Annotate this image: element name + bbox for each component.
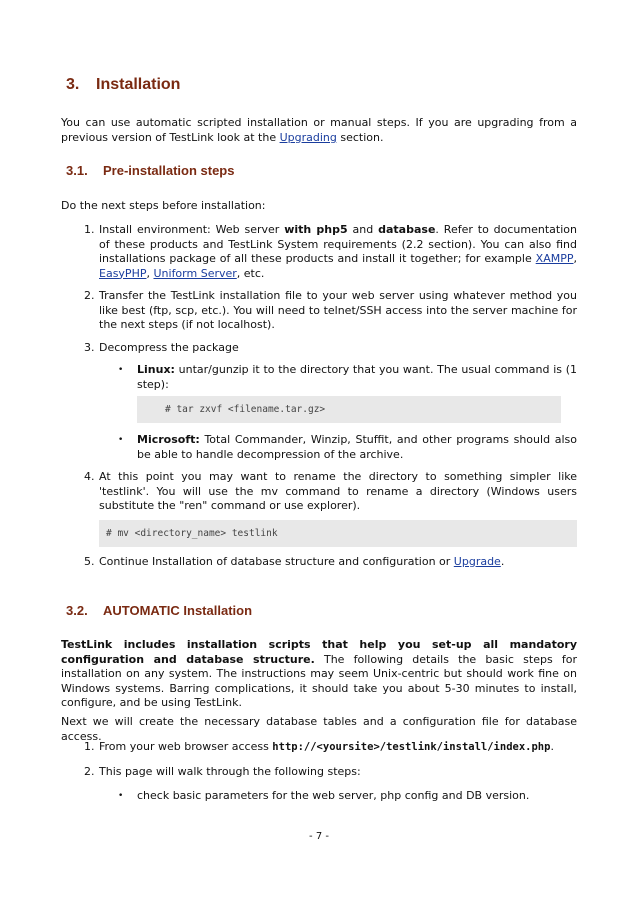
list-item: 1. Install environment: Web server with php5 and database. Refer to documentation of these products and TestLink System requirements (2.2 section). You can also find installations package of all these products and install it together; for example XAMPP, EasyPHP, Uniform Server, etc. <box>84 223 577 280</box>
pre-install-list <box>61 223 577 569</box>
list-item: 5. Continue Installation of database structure and configuration or Upgrade. <box>84 554 505 568</box>
intro-paragraph: You can use automatic scripted installation or manual steps. If you are upgrading from a previous version of TestLink look at the Upgrading section. <box>61 116 577 144</box>
uniform-server-link[interactable]: Uniform Server <box>153 266 237 280</box>
section-3-1-heading: 3.1. Pre-installation steps <box>66 163 235 178</box>
page-number: - 7 - <box>309 831 329 842</box>
upgrade-link[interactable]: Upgrade <box>453 554 501 568</box>
mv-code-block: # mv <directory_name> testlink <box>99 520 577 547</box>
bullet-icon: • <box>118 435 124 445</box>
install-url: http://<yoursite>/testlink/install/index.php <box>272 741 551 753</box>
list-item: 3. Decompress the package <box>84 340 239 354</box>
check-params-bullet: • check basic parameters for the web server, php config and DB version. <box>118 789 530 802</box>
list-item: 4. At this point you may want to rename the directory to something simpler like 'testlink'. You will use the mv command to rename a directory (Windows users substitute the "ren" command or use explorer). <box>84 470 577 512</box>
tar-code-block: # tar zxvf <filename.tar.gz> <box>137 396 561 423</box>
section-3-2-heading: 3.2. AUTOMATIC Installation <box>66 603 253 618</box>
linux-bullet: • Linux: untar/gunzip it to the directory that you want. The usual command is (1 step): <box>118 363 577 391</box>
section-3-heading: 3. Installation <box>66 76 181 93</box>
microsoft-bullet: • Microsoft: Total Commander, Winzip, Stuffit, and other programs should also be able to handle decompression of the archive. <box>118 433 577 461</box>
upgrading-link[interactable]: Upgrading <box>279 130 337 144</box>
bullet-icon: • <box>118 791 124 801</box>
bullet-icon: • <box>118 365 124 375</box>
auto-install-paragraph: TestLink includes installation scripts that help you set-up all mandatory configuration and database structure. The following details the basic steps for installation on any system. The instructions may seem Unix-centric but should work fine on Windows systems. Barring complications, it should take you about 5-30 minutes to install, configure, and be using TestLink. <box>61 638 577 709</box>
auto-install-list <box>61 740 577 804</box>
pre-install-intro: Do the next steps before installation: <box>61 199 266 212</box>
easyphp-link[interactable]: EasyPHP <box>99 266 147 280</box>
list-item: 2. Transfer the TestLink installation file to your web server using whatever method you like best (ftp, scp, etc.). You will need to telnet/SSH access into the server machine for the next steps (if not localhost). <box>84 289 577 331</box>
list-item: 2. This page will walk through the following steps: <box>84 764 361 778</box>
list-item: 1. From your web browser access http://<yoursite>/testlink/install/index.php. <box>84 740 554 753</box>
auto-install-next-paragraph: Next we will create the necessary database tables and a configuration file for database access. <box>61 715 577 743</box>
xampp-link[interactable]: XAMPP <box>535 252 574 265</box>
